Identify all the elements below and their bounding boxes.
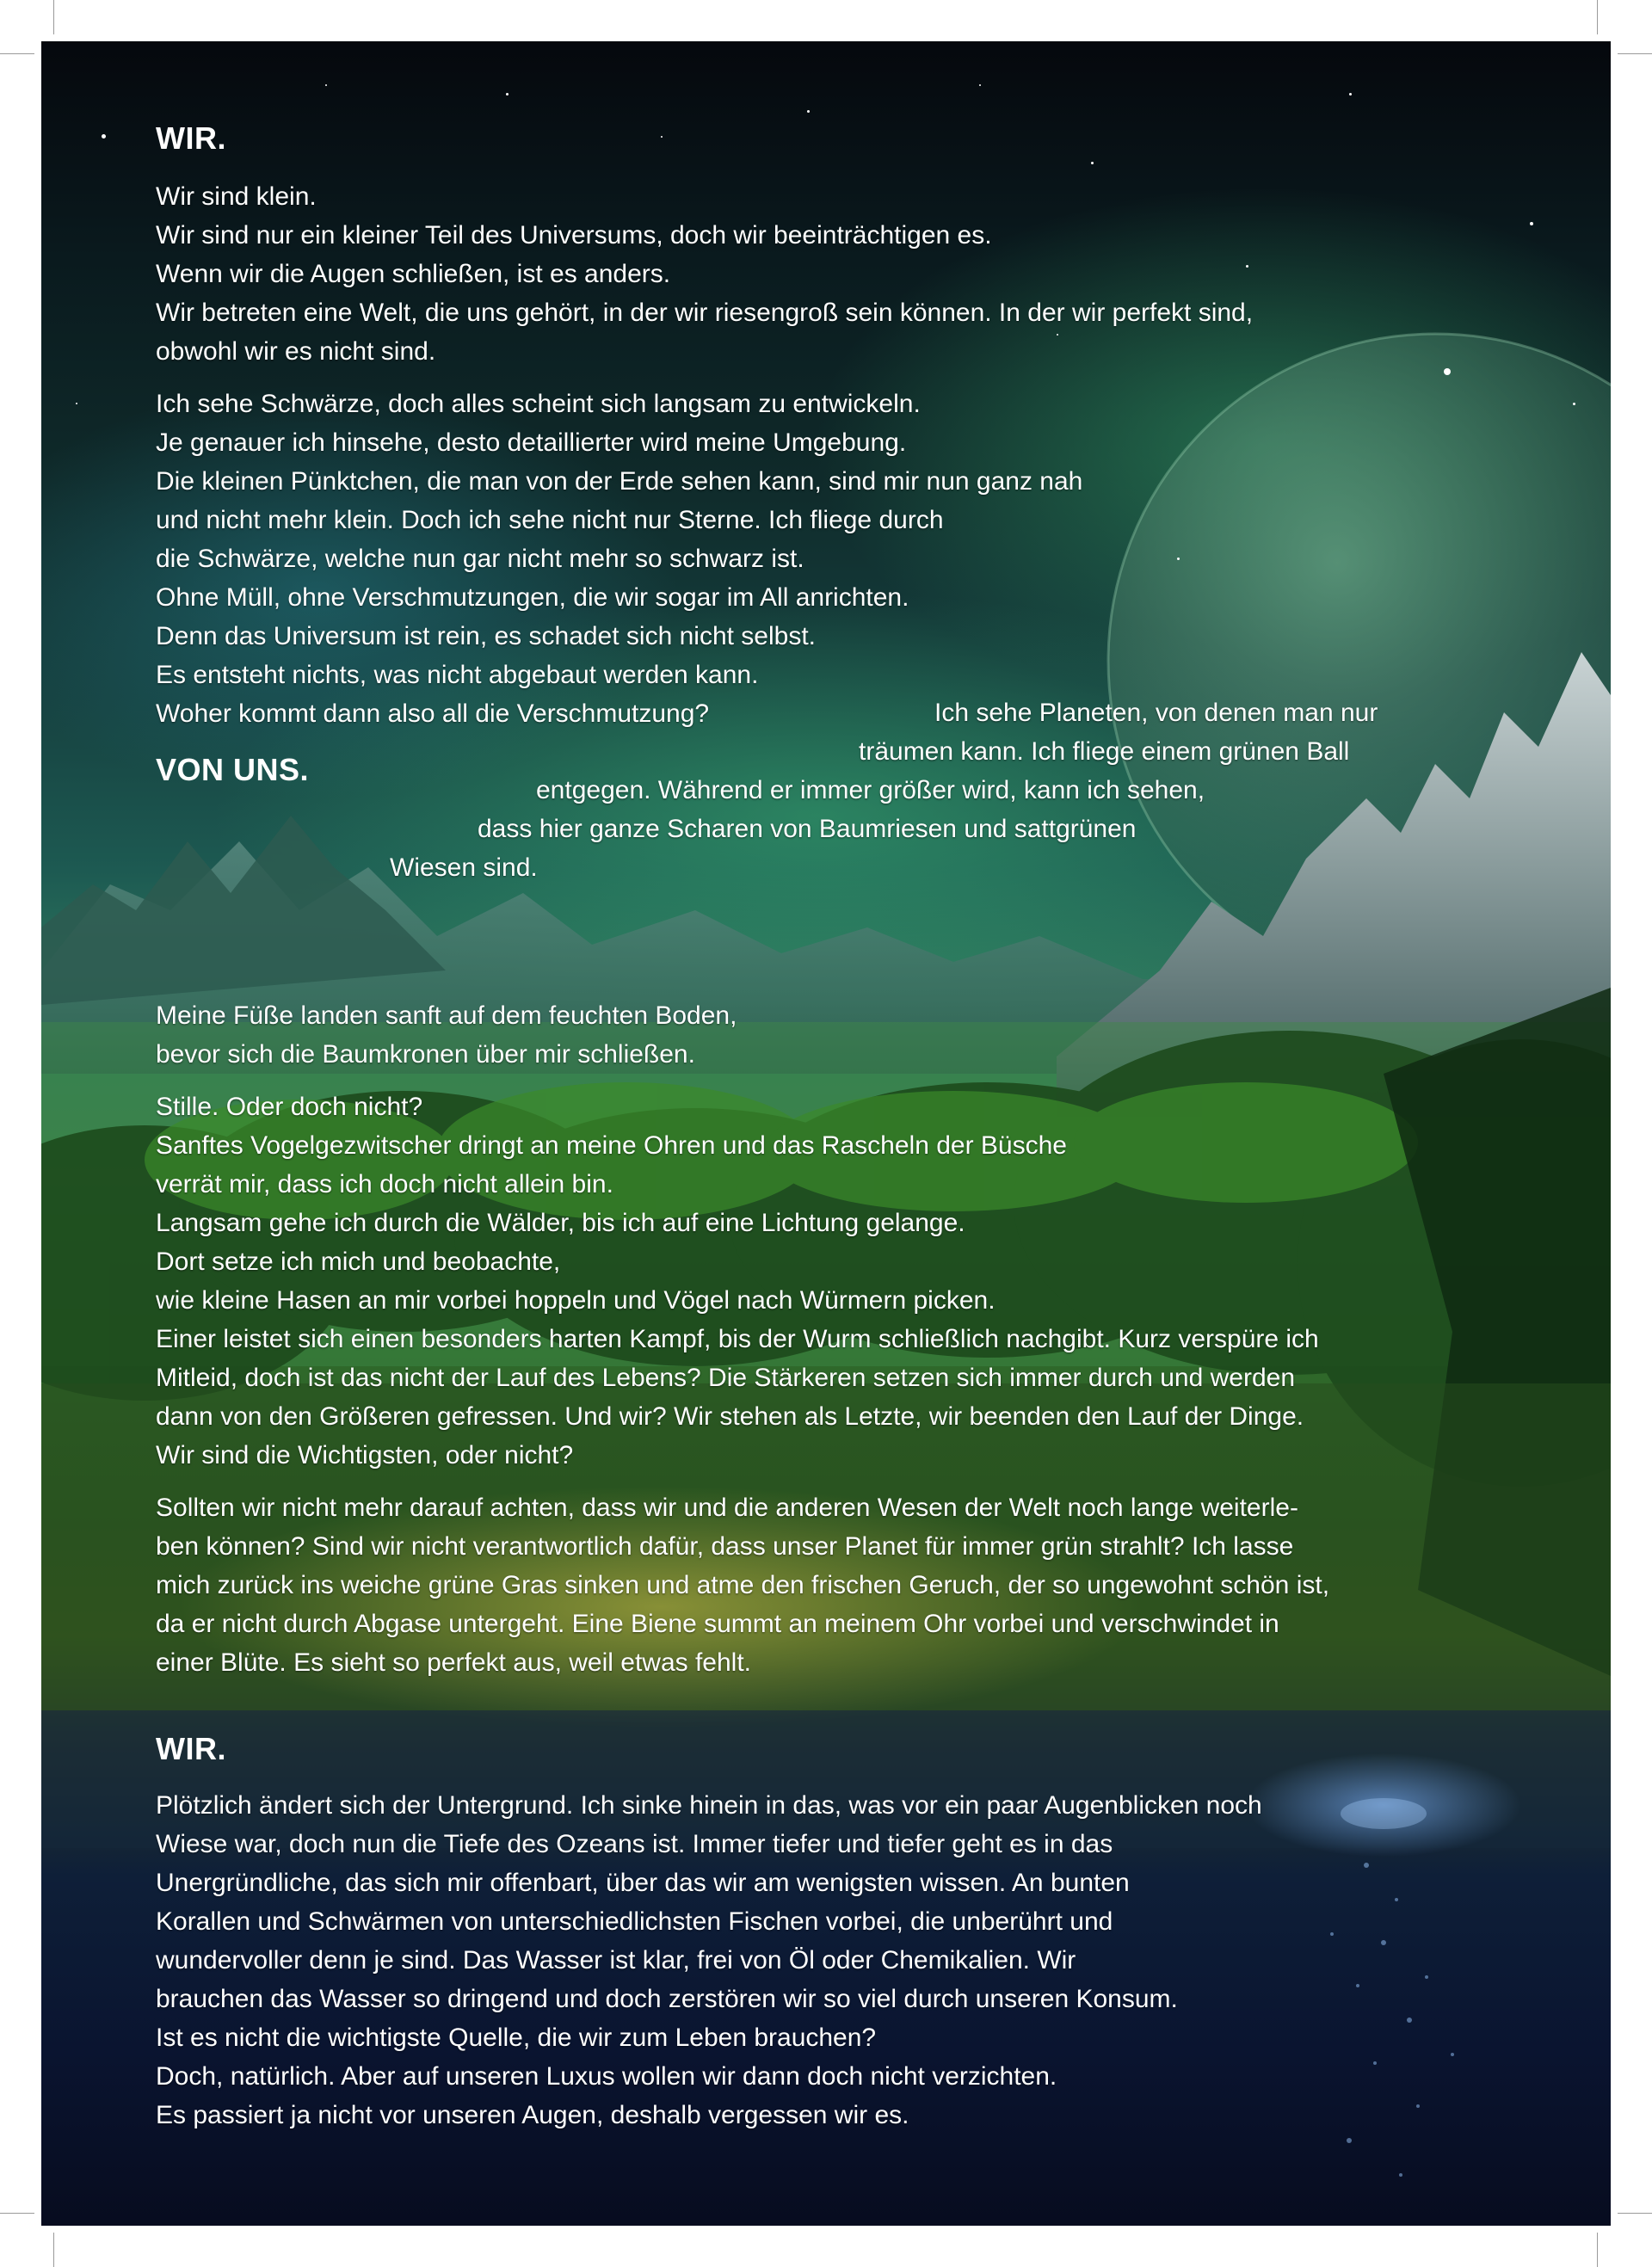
text-line: mich zurück ins weiche grüne Gras sinken und atme den frischen Geruch, der so ungewohnt schön ist,: [156, 1571, 1330, 1599]
star: [102, 134, 106, 139]
paragraph-darkness: [156, 385, 1550, 733]
text-line: obwohl wir es nicht sind.: [156, 337, 436, 366]
crop-mark-top-left-h: [0, 53, 34, 54]
text-line: Es passiert ja nicht vor unseren Augen, deshalb vergessen wir es.: [156, 2101, 909, 2129]
text-line: ben können? Sind wir nicht verantwortlich dafür, dass unser Planet für immer grün strahlt? Ich lasse: [156, 1532, 1294, 1561]
text-line: wie kleine Hasen an mir vorbei hoppeln und Vögel nach Würmern picken.: [156, 1286, 996, 1315]
star: [807, 110, 810, 113]
staggered-line: Wiesen sind.: [390, 853, 538, 882]
star: [325, 84, 327, 86]
text-line: Ich sehe Schwärze, doch alles scheint sich langsam zu entwickeln.: [156, 390, 921, 418]
heading-wir-top: WIR.: [156, 120, 226, 156]
text-line: Einer leistet sich einen besonders harten Kampf, bis der Wurm schließlich nachgibt. Kurz verspüre ich: [156, 1325, 1319, 1353]
text-line: Meine Füße landen sanft auf dem feuchten Boden,: [156, 1001, 737, 1030]
text-line: und nicht mehr klein. Doch ich sehe nicht nur Sterne. Ich fliege durch: [156, 506, 944, 534]
section-forest: [156, 996, 1550, 1696]
star: [76, 403, 77, 404]
section-space: [156, 177, 1550, 747]
paragraph-landing: [156, 996, 1550, 1074]
text-line: brauchen das Wasser so dringend und doch zerstören wir so viel durch unseren Konsum.: [156, 1985, 1178, 2013]
paragraph-responsibility: [156, 1488, 1550, 1682]
text-line: Wir betreten eine Welt, die uns gehört, in der wir riesengroß sein können. In der wir perfekt sind,: [156, 299, 1254, 327]
poster-panel: [41, 41, 1611, 2226]
star: [506, 93, 509, 95]
crop-mark-bottom-right-h: [1618, 2213, 1652, 2214]
text-line: Ist es nicht die wichtigste Quelle, die wir zum Leben brauchen?: [156, 2024, 877, 2052]
text-line: Korallen und Schwärmen von unterschiedlichsten Fischen vorbei, die unberührt und: [156, 1907, 1113, 1936]
staggered-line: entgegen. Während er immer größer wird, kann ich sehen,: [536, 776, 1205, 804]
heading-von-uns: VON UNS.: [156, 752, 310, 787]
text-line: Ohne Müll, ohne Verschmutzungen, die wir sogar im All anrichten.: [156, 583, 909, 612]
text-line: Langsam gehe ich durch die Wälder, bis ich auf eine Lichtung gelange.: [156, 1209, 965, 1237]
text-line: die Schwärze, welche nun gar nicht mehr so schwarz ist.: [156, 545, 804, 573]
staggered-line: Ich sehe Planeten, von denen man nur: [934, 699, 1378, 727]
text-line: wundervoller denn je sind. Das Wasser ist klar, frei von Öl oder Chemikalien. Wir: [156, 1946, 1076, 1974]
crop-mark-bottom-left-h: [0, 2213, 34, 2214]
star: [979, 84, 981, 86]
star: [1573, 403, 1575, 405]
text-line: Wenn wir die Augen schließen, ist es anders.: [156, 260, 671, 288]
crop-mark-top-left-v: [53, 0, 54, 34]
text-line: Woher kommt dann also all die Verschmutzung?: [156, 699, 710, 728]
text-line: bevor sich die Baumkronen über mir schließen.: [156, 1040, 695, 1069]
text-line: Denn das Universum ist rein, es schadet sich nicht selbst.: [156, 622, 817, 650]
text-line: Dort setze ich mich und beobachte,: [156, 1247, 561, 1276]
crop-mark-bottom-right-v: [1597, 2233, 1598, 2267]
text-line: Es entsteht nichts, was nicht abgebaut werden kann.: [156, 661, 759, 689]
paragraph-intro: [156, 177, 1550, 371]
text-line: Sollten wir nicht mehr darauf achten, dass wir und die anderen Wesen der Welt noch lange weiterle-: [156, 1494, 1298, 1522]
section-ocean: [156, 1786, 1550, 2148]
text-line: Unergründliche, das sich mir offenbart, über das wir am wenigsten wissen. An bunten: [156, 1869, 1130, 1897]
text-line: Wiese war, doch nun die Tiefe des Ozeans ist. Immer tiefer und tiefer geht es in das: [156, 1830, 1113, 1858]
text-line: dann von den Größeren gefressen. Und wir? Wir stehen als Letzte, wir beenden den Lauf der Dinge.: [156, 1402, 1304, 1431]
crop-mark-top-right-h: [1618, 53, 1652, 54]
star: [1091, 162, 1094, 164]
text-line: Plötzlich ändert sich der Untergrund. Ich sinke hinein in das, was vor ein paar Augenblicken noch: [156, 1791, 1262, 1820]
crop-mark-top-right-v: [1597, 0, 1598, 34]
staggered-line: dass hier ganze Scharen von Baumriesen und sattgrünen: [478, 815, 1137, 843]
text-line: verrät mir, dass ich doch nicht allein bin.: [156, 1170, 613, 1198]
text-line: Wir sind die Wichtigsten, oder nicht?: [156, 1441, 574, 1469]
text-line: Doch, natürlich. Aber auf unseren Luxus wollen wir dann doch nicht verzichten.: [156, 2062, 1057, 2091]
staggered-line: träumen kann. Ich fliege einem grünen Ball: [859, 737, 1350, 766]
paragraph-silence: [156, 1087, 1550, 1475]
text-line: Wir sind klein.: [156, 182, 317, 211]
star: [1349, 93, 1352, 95]
text-line: Je genauer ich hinsehe, desto detaillierter wird meine Umgebung.: [156, 428, 907, 457]
heading-wir-bottom: WIR.: [156, 1731, 226, 1766]
text-line: Die kleinen Pünktchen, die man von der Erde sehen kann, sind mir nun ganz nah: [156, 467, 1083, 496]
text-line: einer Blüte. Es sieht so perfekt aus, weil etwas fehlt.: [156, 1648, 752, 1677]
text-line: Sanftes Vogelgezwitscher dringt an meine Ohren und das Rascheln der Büsche: [156, 1131, 1067, 1160]
text-line: Mitleid, doch ist das nicht der Lauf des Lebens? Die Stärkeren setzen sich immer durch und werden: [156, 1364, 1296, 1392]
paragraph-ocean: [156, 1786, 1550, 2135]
text-line: Wir sind nur ein kleiner Teil des Universums, doch wir beeinträchtigen es.: [156, 221, 992, 249]
text-line: da er nicht durch Abgase untergeht. Eine Biene summt an meinem Ohr vorbei und verschwindet in: [156, 1610, 1279, 1638]
text-line: Stille. Oder doch nicht?: [156, 1093, 423, 1121]
crop-mark-bottom-left-v: [53, 2233, 54, 2267]
star: [661, 136, 663, 138]
